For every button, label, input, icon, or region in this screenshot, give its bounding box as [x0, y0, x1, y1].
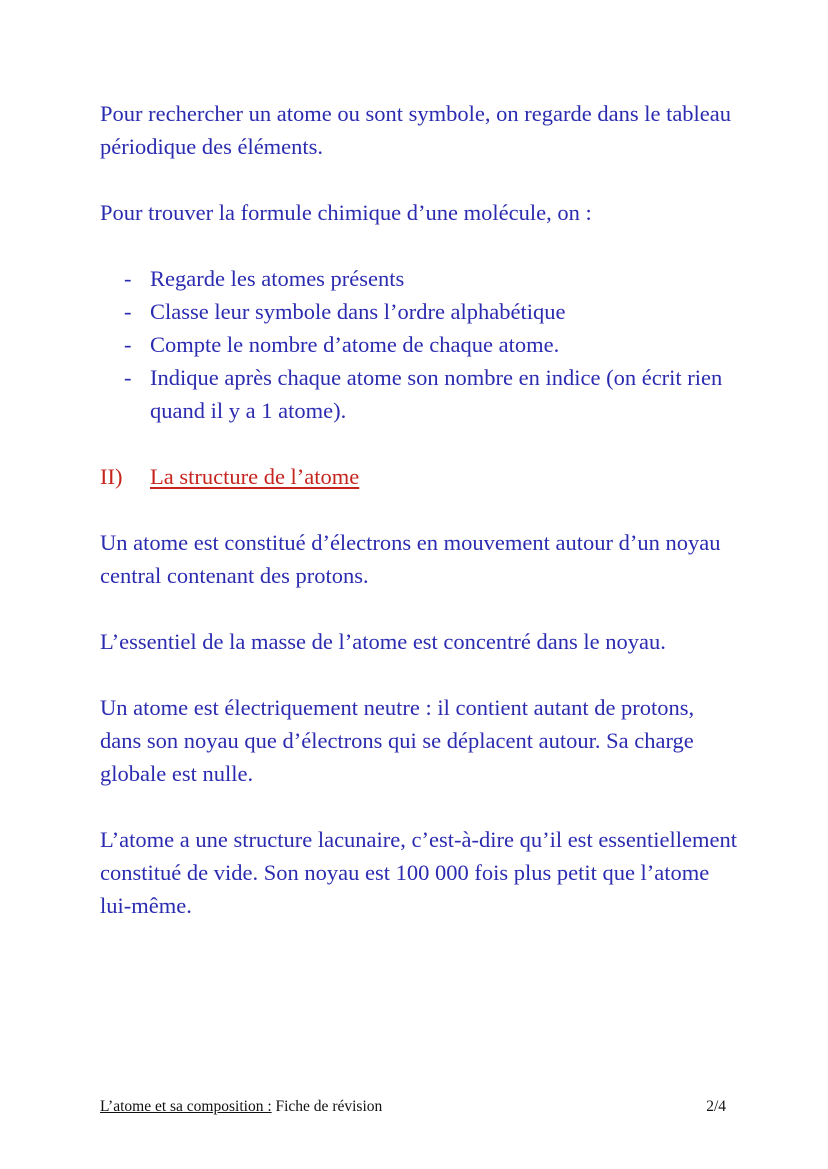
bullet-dash: -	[124, 332, 132, 357]
paragraph-atom-neutral: Un atome est électriquement neutre : il contient autant de protons, dans son noyau que d’électrons qui se déplacent autour. Sa charge globale est nulle.	[100, 695, 695, 786]
footer-subtitle: Fiche de révision	[271, 1098, 383, 1115]
list-item	[100, 328, 740, 361]
paragraph-atom-lacunar: L’atome a une structure lacunaire, c’est-à-dire qu’il est essentiellement constitué de vide. Son noyau est 100 000 fois plus petit que l’atome lui-même.	[100, 827, 738, 918]
paragraph-atom-constitution: Un atome est constitué d’électrons en mouvement autour d’un noyau central contenant des protons.	[100, 530, 721, 588]
list-item-text: Regarde les atomes présents	[150, 266, 405, 291]
section-title: La structure de l’atome	[150, 464, 360, 489]
list-item-text: Indique après chaque atome son nombre en indice (on écrit rien quand il y a 1 atome).	[150, 365, 723, 423]
list-item	[100, 295, 740, 328]
formula-steps-list	[100, 262, 740, 427]
paragraph-formula-intro: Pour trouver la formule chimique d’une molécule, on :	[100, 200, 592, 225]
list-item	[100, 361, 740, 427]
section-heading	[100, 460, 740, 493]
paragraph-atom-mass: L’essentiel de la masse de l’atome est concentré dans le noyau.	[100, 629, 666, 654]
bullet-dash: -	[124, 365, 132, 390]
bullet-dash: -	[124, 266, 132, 291]
page-number: 2/4	[706, 1098, 726, 1115]
page-content	[100, 97, 740, 955]
bullet-dash: -	[124, 299, 132, 324]
list-item-text: Classe leur symbole dans l’ordre alphabétique	[150, 299, 566, 324]
footer-title-underlined: L’atome et sa composition :	[100, 1098, 272, 1115]
section-number: II)	[100, 464, 123, 489]
list-item	[100, 262, 740, 295]
list-item-text: Compte le nombre d’atome de chaque atome.	[150, 332, 560, 357]
footer-title	[100, 1098, 382, 1116]
paragraph-periodic-table: Pour rechercher un atome ou sont symbole, on regarde dans le tableau périodique des éléments.	[100, 101, 732, 159]
